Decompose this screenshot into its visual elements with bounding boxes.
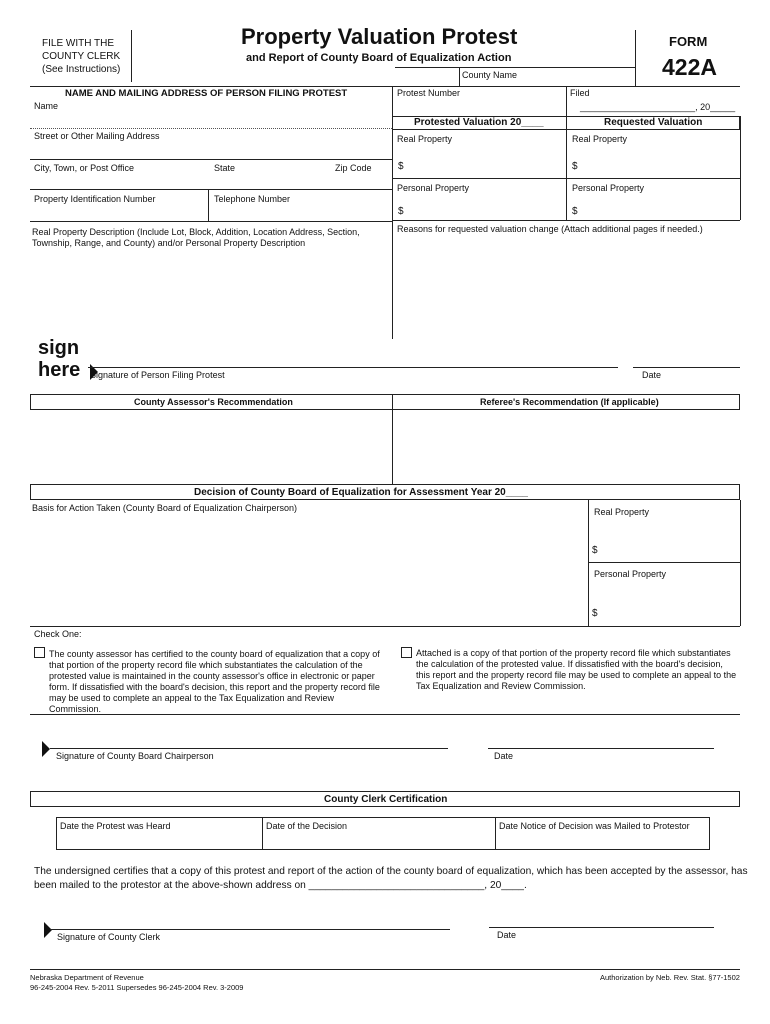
pin-field[interactable] xyxy=(30,221,392,222)
footer-rule xyxy=(30,969,740,970)
chair-date-label: Date xyxy=(494,751,514,761)
protested-personal-label: Personal Property xyxy=(397,183,470,193)
clerk-signature-line[interactable] xyxy=(50,929,450,930)
form-title: Property Valuation Protest xyxy=(241,24,518,49)
options-bottom-rule xyxy=(30,714,740,715)
form-number: 422A xyxy=(662,54,717,80)
option2-checkbox[interactable] xyxy=(401,647,412,658)
check-one-label: Check One: xyxy=(34,629,82,639)
filed-label: Filed xyxy=(570,88,590,98)
street-field[interactable] xyxy=(30,159,392,160)
chair-date-line[interactable] xyxy=(488,748,714,749)
header-divider-left xyxy=(131,30,132,82)
file-with-line1: FILE WITH THE xyxy=(42,38,115,49)
header-divider-right xyxy=(635,30,636,86)
county-name-divider xyxy=(459,67,460,87)
protest-number-label: Protest Number xyxy=(397,88,461,98)
chair-signature-label: Signature of County Board Chairperson xyxy=(56,751,214,761)
filer-date-label: Date xyxy=(642,370,662,380)
protested-real-label: Real Property xyxy=(397,134,453,144)
certification-dates-divider1 xyxy=(262,817,263,850)
certification-statement-line2: been mailed to the protestor at the above-shown address on _______________________________, 20____. xyxy=(34,880,527,891)
decision-personal-label: Personal Property xyxy=(594,569,667,579)
certification-dates-divider2 xyxy=(495,817,496,850)
filer-date-line[interactable] xyxy=(633,367,740,368)
decision-real-dollar[interactable]: $ xyxy=(592,545,598,556)
clerk-date-line[interactable] xyxy=(489,927,714,928)
zip-label: Zip Code xyxy=(335,163,372,173)
chair-signature-line[interactable] xyxy=(50,748,448,749)
protested-real-dollar[interactable]: $ xyxy=(398,161,404,172)
certification-title: County Clerk Certification xyxy=(324,794,448,805)
description-label: Real Property Description (Include Lot, Block, Addition, Location Address, Section, Township, Range, and County) and/or Personal Property Description xyxy=(32,227,360,248)
pin-label: Property Identification Number xyxy=(34,194,156,204)
option1-text: The county assessor has certified to the county board of equalization that a copy of that portion of the property record file which substantiates the calculation of the protested value is maintained in the county assessor's office in electronic or paper form. If dissatisfied with the board's decision, this report and the property record file may be used to complete an appeal to the Tax Equalization and Review Commission. xyxy=(49,649,380,714)
option1-checkbox[interactable] xyxy=(34,647,45,658)
option2-text: Attached is a copy of that portion of the property record file which substantiates the calculation of the protested value. If dissatisfied with the board's decision, this report and the property record file may be used to complete an appeal to the Tax Equalization and Review Commission. xyxy=(416,648,737,691)
footer-agency: Nebraska Department of Revenue xyxy=(30,973,144,982)
requested-real-dollar[interactable]: $ xyxy=(572,161,578,172)
name-field[interactable] xyxy=(30,128,392,129)
referee-recommendation-title: Referee's Recommendation (If applicable) xyxy=(480,397,659,407)
footer-revision: 96-245-2004 Rev. 5-2011 Supersedes 96-245-2004 Rev. 3-2009 xyxy=(30,983,244,992)
state-label: State xyxy=(214,163,236,173)
county-name-line xyxy=(395,67,635,68)
city-label: City, Town, or Post Office xyxy=(34,163,135,173)
clerk-arrow-icon xyxy=(44,922,52,938)
decision-personal-dollar[interactable]: $ xyxy=(592,608,598,619)
phone-label: Telephone Number xyxy=(214,194,291,204)
basis-label: Basis for Action Taken (County Board of Equalization Chairperson) xyxy=(32,503,297,513)
decision-real-label: Real Property xyxy=(594,507,650,517)
city-field[interactable] xyxy=(30,189,392,190)
date-heard-label[interactable]: Date the Protest was Heard xyxy=(60,821,171,831)
pin-phone-divider xyxy=(208,189,209,221)
filer-signature-line[interactable] xyxy=(88,367,618,368)
form-right-edge xyxy=(740,116,741,220)
filer-signature-label: Signature of Person Filing Protest xyxy=(90,370,225,380)
date-mailed-label[interactable]: Date Notice of Decision was Mailed to Protestor xyxy=(499,821,690,831)
protested-personal-dollar[interactable]: $ xyxy=(398,206,404,217)
reasons-label: Reasons for requested valuation change (Attach additional pages if needed.) xyxy=(397,224,703,234)
decision-right-edge xyxy=(740,500,741,626)
decision-bottom-rule xyxy=(30,626,740,627)
requested-personal-label: Personal Property xyxy=(572,183,645,193)
protest-filed-divider xyxy=(566,86,567,116)
assessor-recommendation-title: County Assessor's Recommendation xyxy=(134,397,293,407)
name-label: Name xyxy=(34,101,59,111)
protested-valuation-title: Protested Valuation 20____ xyxy=(414,117,544,128)
county-name-label: County Name xyxy=(462,70,518,80)
requested-valuation-title: Requested Valuation xyxy=(604,117,703,128)
decision-real-rule xyxy=(588,562,740,563)
clerk-signature-label: Signature of County Clerk xyxy=(57,932,161,942)
file-with-line2: COUNTY CLERK xyxy=(42,51,121,62)
here-word: here xyxy=(38,359,81,381)
decision-title: Decision of County Board of Equalization for Assessment Year 20____ xyxy=(194,487,528,498)
street-label: Street or Other Mailing Address xyxy=(34,131,160,141)
requested-real-label: Real Property xyxy=(572,134,628,144)
sign-word: sign xyxy=(38,337,80,359)
personal-row-rule xyxy=(392,220,740,221)
clerk-date-label: Date xyxy=(497,930,517,940)
footer-authorization: Authorization by Neb. Rev. Stat. §77-1502 xyxy=(600,973,740,982)
valuation-header-divider xyxy=(566,116,567,220)
chair-arrow-icon xyxy=(42,741,50,757)
filed-date[interactable]: _______________________, 20_____ xyxy=(580,102,736,112)
file-with-line3: (See Instructions) xyxy=(42,64,121,75)
filer-section-title: NAME AND MAILING ADDRESS OF PERSON FILING PROTEST xyxy=(65,88,348,99)
real-row-rule xyxy=(392,178,740,179)
header-bottom-rule xyxy=(30,86,740,87)
form-label: FORM xyxy=(669,34,708,49)
decision-values-divider xyxy=(588,500,589,626)
form-subtitle: and Report of County Board of Equalization Action xyxy=(246,52,512,64)
certification-statement-line1: The undersigned certifies that a copy of this protest and report of the action of the county board of equalization, which has been accepted by the assessor, has xyxy=(34,866,748,877)
recommendations-divider xyxy=(392,394,393,484)
requested-personal-dollar[interactable]: $ xyxy=(572,206,578,217)
date-decision-label[interactable]: Date of the Decision xyxy=(266,821,348,831)
